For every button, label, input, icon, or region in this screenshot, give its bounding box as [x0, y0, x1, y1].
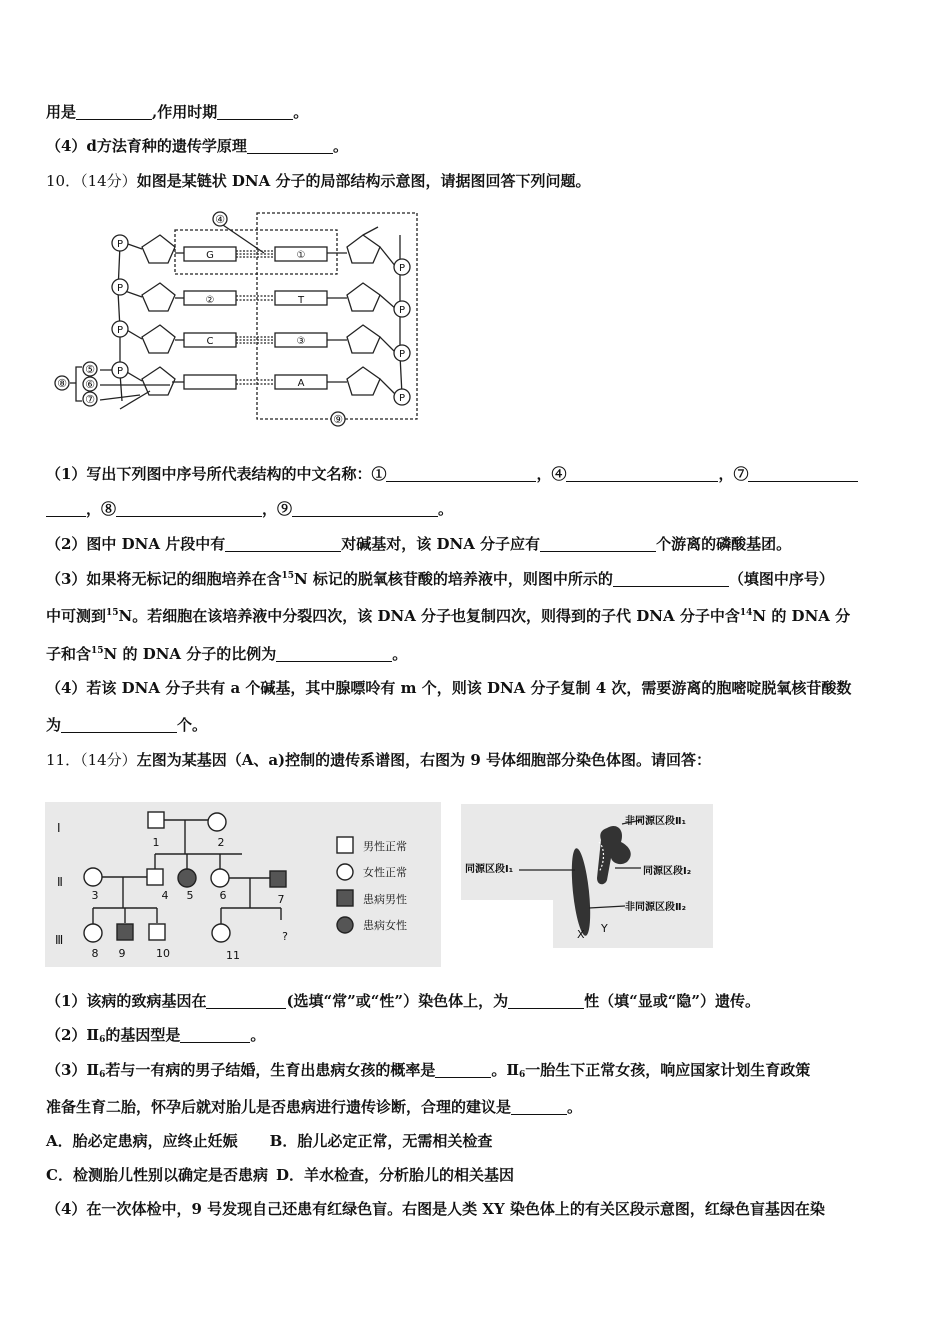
phosphate-label: P: [116, 325, 124, 336]
x-chromosome-label: X: [577, 928, 585, 941]
legend-label: 男性正常: [363, 840, 407, 853]
phosphate-label: P: [398, 393, 406, 404]
text: （4）d方法育种的遗传学原理: [46, 137, 247, 155]
text: ，⑧: [86, 500, 117, 518]
question-text: 如图是某链状 DNA 分子的局部结构示意图，请据图回答下列问题。: [136, 172, 591, 190]
question-number: 11．: [46, 751, 81, 769]
label-homologous-2: 同源区段Ⅰ₂: [643, 866, 692, 877]
mark-9: ⑨: [333, 413, 343, 426]
generation-label: Ⅰ: [57, 821, 61, 835]
text: 。Ⅱ: [491, 1061, 520, 1079]
answer-blank[interactable]: [292, 500, 438, 517]
text: 若与一有病的男子结婚，生育出患病女孩的概率是: [105, 1061, 436, 1079]
xy-chromosome-diagram: [459, 802, 715, 950]
answer-blank[interactable]: [435, 1061, 491, 1078]
answer-blank[interactable]: [180, 1026, 250, 1043]
base-label: ①: [296, 250, 306, 261]
individual-number: 3: [91, 889, 99, 902]
subscript: 6: [99, 1035, 106, 1045]
answer-blank[interactable]: [76, 103, 152, 120]
text: 。: [392, 645, 408, 663]
answer-blank[interactable]: [61, 716, 177, 733]
dna-diagram: [50, 205, 430, 433]
subscript: 6: [519, 1070, 526, 1080]
xy-chromosome-figure: [459, 802, 715, 950]
q11-part3-cont: [46, 1096, 908, 1118]
pedigree-chart: [45, 802, 441, 967]
text: （4）若该 DNA 分子共有 a 个碱基，其中腺嘌呤有 m 个，则该 DNA 分子复制 4 次，需要游离的胞嘧啶脱氧核苷酸数: [46, 679, 852, 697]
base-label: G: [206, 250, 214, 261]
text: 。: [250, 1026, 266, 1044]
text: ，⑨: [262, 500, 293, 518]
question-text: 左图为某基因（A、a)控制的遗传系谱图，右图为 9 号体细胞部分染色体图。请回答：: [136, 751, 712, 769]
phosphate-label: P: [116, 283, 124, 294]
text: 对碱基对，该 DNA 分子应有: [341, 535, 541, 553]
individual-number: 6: [219, 889, 227, 902]
answer-blank[interactable]: [116, 500, 262, 517]
q11-title: [46, 749, 908, 771]
text: （4）在一次体检中，9 号发现自己还患有红绿色盲。右图是人类 XY 染色体上的有关区段示意图，红绿色盲基因在染: [46, 1200, 825, 1218]
mark-7: ⑦: [85, 393, 95, 406]
text: 中可测到: [46, 607, 107, 625]
q11-part3: [46, 1059, 908, 1081]
text: 一胎生下正常女孩，响应国家计划生育政策: [525, 1061, 811, 1079]
q10-part4: [46, 677, 908, 699]
answer-blank[interactable]: [206, 992, 286, 1009]
text: N。若细胞在该培养液中分裂四次，该 DNA 分子也复制四次，则得到的子代 DNA 分子中含: [118, 607, 740, 625]
superscript: 15: [106, 608, 119, 618]
base-label: ②: [205, 295, 215, 306]
phosphate-label: P: [398, 305, 406, 316]
line-continuation: [46, 101, 908, 123]
options-ab: [46, 1130, 908, 1152]
subscript: 6: [99, 1070, 106, 1080]
answer-blank[interactable]: [225, 535, 341, 552]
individual-number: 9: [118, 947, 126, 960]
answer-blank[interactable]: [247, 137, 333, 154]
options-cd: [46, 1164, 908, 1186]
label-non-homologous-1: 非同源区段Ⅱ₁: [625, 816, 686, 827]
answer-blank[interactable]: [613, 570, 729, 587]
answer-blank[interactable]: [386, 465, 536, 482]
text: 。: [567, 1098, 583, 1116]
line-q4-d-method: [46, 135, 908, 157]
superscript: 15: [91, 646, 104, 656]
q11-part4: [46, 1198, 908, 1220]
superscript: 15: [281, 571, 294, 581]
text: （1）写出下列图中序号所代表结构的中文名称：①: [46, 465, 387, 483]
answer-blank[interactable]: [511, 1098, 567, 1115]
base-label: C: [206, 336, 214, 347]
q10-part1: [46, 463, 908, 485]
text: （1）该病的致病基因在: [46, 992, 207, 1010]
generation-label: Ⅲ: [55, 933, 64, 947]
text: 准备生育二胎，怀孕后就对胎儿是否患病进行遗传诊断，合理的建议是: [46, 1098, 512, 1116]
option-b[interactable]: B．胎儿必定正常，无需相关检查: [269, 1132, 493, 1150]
answer-blank[interactable]: [508, 992, 584, 1009]
mark-8: ⑧: [57, 377, 67, 390]
q10-title: [46, 170, 908, 192]
phosphate-label: P: [116, 366, 124, 377]
text: N 标记的脱氧核苷酸的培养液中，则图中所示的: [293, 570, 613, 588]
individual-number: 5: [186, 889, 194, 902]
y-chromosome-label: Y: [601, 922, 608, 935]
text: N 的 DNA 分子的比例为: [103, 645, 277, 663]
individual-number: 1: [152, 836, 160, 849]
base-label: ③: [296, 336, 306, 347]
mark-6: ⑥: [85, 378, 95, 391]
question-score: （14分）: [80, 172, 137, 190]
mark-5: ⑤: [85, 363, 95, 376]
q10-part1-cont: [46, 498, 908, 520]
text: 子和含: [46, 645, 92, 663]
individual-number: 8: [91, 947, 99, 960]
label-homologous: 同源区段Ⅰ₁: [465, 864, 514, 875]
legend-label: 患病女性: [363, 919, 407, 932]
answer-blank[interactable]: [566, 465, 718, 482]
text: （2）Ⅱ: [46, 1026, 100, 1044]
option-c[interactable]: C．检测胎儿性别以确定是否患病: [46, 1166, 268, 1184]
individual-number: 11: [226, 949, 240, 962]
individual-number: 2: [217, 836, 225, 849]
base-label: T: [297, 295, 305, 306]
text: ，④: [536, 465, 567, 483]
dashed-box-4: [175, 230, 337, 274]
unknown-individual: ?: [282, 930, 288, 943]
base-label: A: [297, 378, 305, 389]
text: 的基因型是: [105, 1026, 181, 1044]
answer-blank[interactable]: [540, 535, 656, 552]
dna-structure-figure: [50, 205, 430, 433]
legend-label: 女性正常: [363, 866, 407, 879]
option-d[interactable]: D．羊水检查，分析胎儿的相关基因: [275, 1166, 514, 1184]
text: 。: [438, 500, 454, 518]
text: 用是: [46, 103, 77, 121]
individual-number: 4: [161, 889, 169, 902]
text: ,作用时期: [152, 103, 218, 121]
q10-part3-cont2: [46, 643, 908, 665]
phosphate-label: P: [116, 239, 124, 250]
individual-number: 7: [277, 893, 285, 906]
option-a[interactable]: A．胎必定患病，应终止妊娠: [46, 1132, 238, 1150]
phosphate-label: P: [398, 263, 406, 274]
text: (选填“常”或“性”）染色体上，为: [286, 992, 509, 1010]
question-number: 10．: [46, 172, 81, 190]
label-non-homologous-2: 非同源区段Ⅱ₂: [625, 902, 686, 913]
answer-blank[interactable]: [217, 103, 293, 120]
q10-part4-cont: [46, 714, 908, 736]
text: （2）图中 DNA 片段中有: [46, 535, 226, 553]
text: 个。: [177, 716, 208, 734]
q11-part2: [46, 1024, 908, 1046]
q10-part2: [46, 533, 908, 555]
mark-4: ④: [215, 213, 225, 226]
answer-blank[interactable]: [46, 500, 86, 517]
q10-part3: [46, 568, 908, 590]
answer-blank[interactable]: [748, 465, 858, 482]
individual-number: 10: [156, 947, 170, 960]
text: （填图中序号）: [728, 570, 834, 588]
superscript: 14: [739, 608, 753, 618]
phosphate-label: P: [398, 349, 406, 360]
text: （3）Ⅱ: [46, 1061, 100, 1079]
legend-label: 患病男性: [363, 893, 407, 906]
q11-part1: [46, 990, 908, 1012]
text: 为: [46, 716, 62, 734]
text: 性（填“显或“隐”）遗传。: [584, 992, 760, 1010]
generation-label: Ⅱ: [57, 875, 63, 889]
question-score: （14分）: [80, 751, 137, 769]
q10-part3-cont: [46, 605, 908, 627]
text: 。: [293, 103, 309, 121]
text: ，⑦: [718, 465, 749, 483]
text: N 的 DNA 分: [752, 607, 851, 625]
text: 。: [332, 137, 348, 155]
answer-blank[interactable]: [276, 645, 392, 662]
text: （3）如果将无标记的细胞培养在含: [46, 570, 282, 588]
text: 个游离的磷酸基团。: [656, 535, 792, 553]
pedigree-figure: [45, 802, 441, 967]
